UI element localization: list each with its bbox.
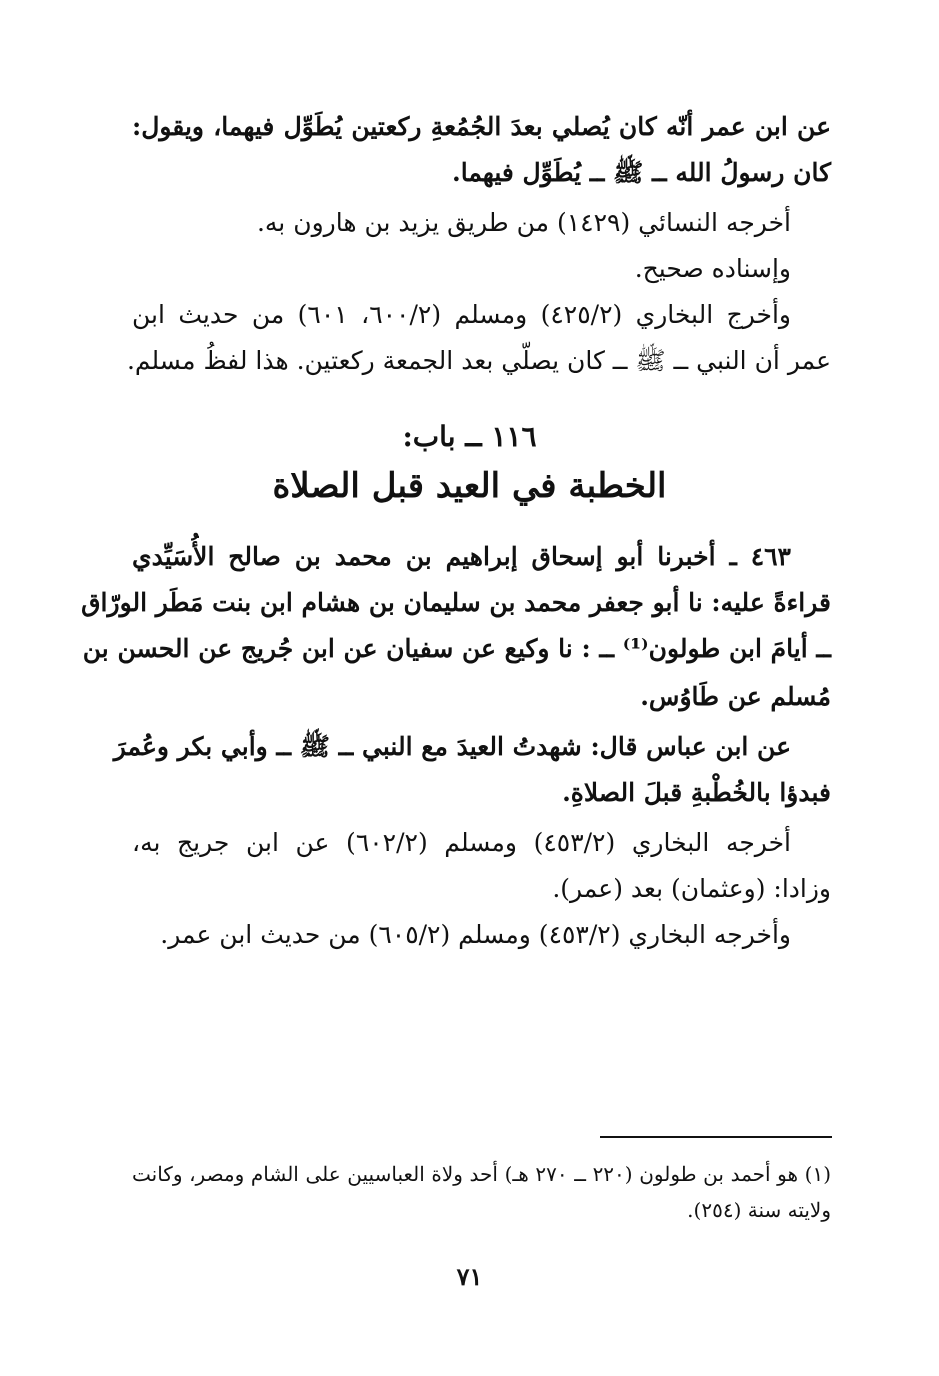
paragraph-line: عن ابن عمر أنّه كان يُصلي بعدَ الجُمُعةِ ركعتين يُطَوِّل فيهما، ويقول: xyxy=(132,112,831,141)
isnad-note: وإسناده صحيح. xyxy=(634,254,791,283)
takhrij-line: عمر أن النبي ــ ﷺ ــ كان يصلّي بعد الجمعة ركعتين. هذا لفظُ مسلم. xyxy=(126,346,831,375)
hadith-isnad-line: ــ أيامَ ابن طولون⁽¹⁾ ــ : نا وكيع عن سفيان عن ابن جُريج عن الحسن بن xyxy=(82,634,831,663)
takhrij-line: وأخرج البخاري (٤٢٥/٢) ومسلم (٦٠٠/٢، ٦٠١) من حديث ابن xyxy=(132,300,791,329)
hadith-matn-line: عن ابن عباس قال: شهدتُ العيدَ مع النبي ــ ﷺ ــ وأبي بكر وعُمرَ xyxy=(113,732,791,761)
takhrij-line: وزادا: (وعثمان) بعد (عمر). xyxy=(552,874,831,903)
footnote-separator xyxy=(600,1136,832,1138)
takhrij-line: أخرجه البخاري (٤٥٣/٢) ومسلم (٦٠٢/٢) عن ابن جريج به، xyxy=(132,828,791,857)
hadith-isnad-line: قراءةً عليه: نا أبو جعفر محمد بن سليمان بن هشام ابن بنت مَطَر الورّاق xyxy=(81,588,831,617)
hadith-matn-line: فبدؤا بالخُطْبةِ قبلَ الصلاةِ. xyxy=(562,778,831,807)
hadith-isnad-line: مُسلم عن طَاوُس. xyxy=(640,682,831,711)
chapter-number: ١١٦ ــ باب: xyxy=(402,420,537,453)
chapter-title: الخطبة في العيد قبل الصلاة xyxy=(272,466,667,506)
hadith-isnad-line: ٤٦٣ ـ أخبرنا أبو إسحاق إبراهيم بن محمد بن صالح الأُسَيِّدي xyxy=(132,542,791,571)
footnote-line: (١) هو أحمد بن طولون (٢٢٠ ــ ٢٧٠ هـ) أحد ولاة العباسيين على الشام ومصر، وكانت xyxy=(132,1162,832,1186)
takhrij-line: أخرجه النسائي (١٤٢٩) من طريق يزيد بن هارون به. xyxy=(256,208,791,237)
takhrij-line: وأخرجه البخاري (٤٥٣/٢) ومسلم (٦٠٥/٢) من حديث ابن عمر. xyxy=(160,920,791,949)
paragraph-line: كان رسولُ الله ــ ﷺ ــ يُطَوِّل فيهما. xyxy=(452,158,831,187)
footnote-line: ولايته سنة (٢٥٤). xyxy=(687,1198,831,1222)
page-number: ٧١ xyxy=(456,1262,483,1291)
